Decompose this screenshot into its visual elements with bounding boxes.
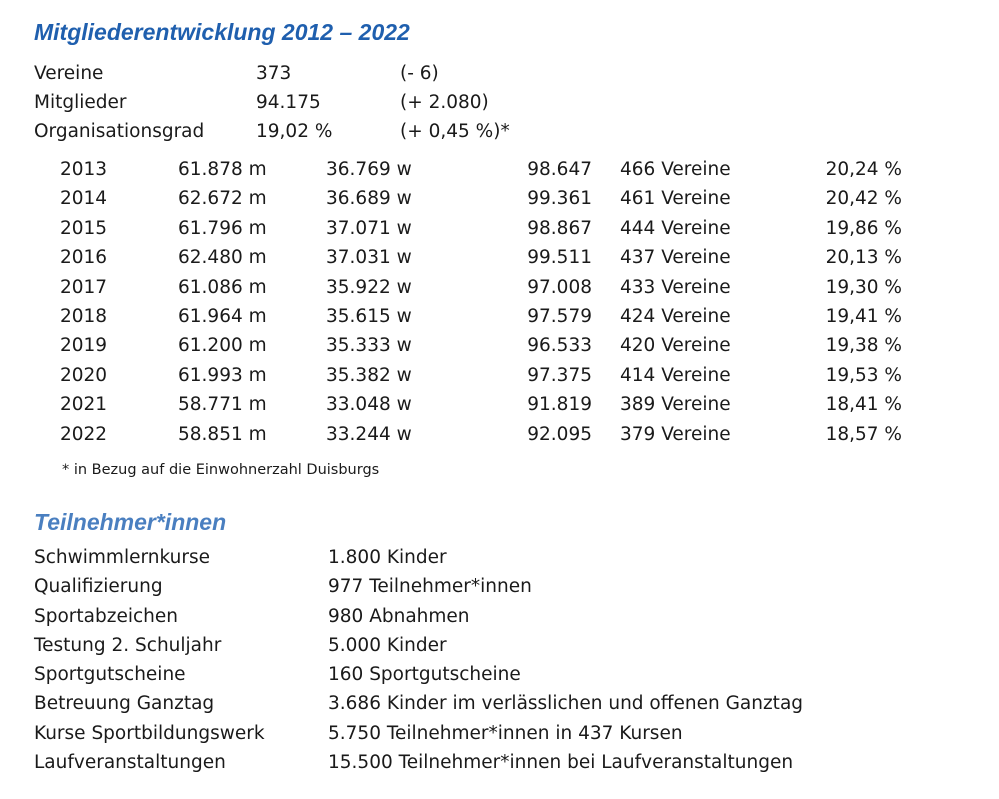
item-label: Kurse Sportbildungswerk: [34, 722, 265, 744]
footnote: * in Bezug auf die Einwohnerzahl Duisburgs: [62, 462, 380, 478]
percent-cell: 19,53 %: [825, 364, 902, 386]
male-cell: 61.964 m: [178, 305, 267, 327]
male-cell: 61.200 m: [178, 335, 267, 357]
percent-cell: 19,38 %: [825, 335, 902, 357]
female-cell: 35.382 w: [326, 364, 412, 386]
year-cell: 2020: [60, 364, 108, 386]
male-cell: 58.771 m: [178, 394, 267, 416]
female-cell: 36.689 w: [326, 188, 412, 210]
item-value: 15.500 Teilnehmer*innen bei Laufveranstaltungen: [328, 752, 794, 774]
page-title: Mitgliederentwicklung 2012 – 2022: [34, 19, 410, 45]
year-cell: 2014: [60, 188, 108, 210]
male-cell: 61.086 m: [178, 276, 267, 298]
percent-cell: 20,24 %: [825, 159, 902, 180]
total-cell: 96.533: [527, 335, 592, 357]
year-cell: 2016: [60, 247, 108, 269]
vereine-cell: 379 Vereine: [620, 423, 731, 445]
summary-value: 19,02 %: [256, 121, 333, 142]
total-cell: 98.647: [527, 159, 592, 180]
vereine-cell: 433 Vereine: [620, 276, 731, 298]
vereine-cell: 444 Vereine: [620, 217, 731, 239]
female-cell: 35.615 w: [326, 305, 412, 327]
total-cell: 98.867: [527, 217, 592, 239]
summary-label: Vereine: [34, 63, 104, 84]
male-cell: 58.851 m: [178, 423, 267, 445]
summary-value: 94.175: [256, 92, 321, 113]
male-cell: 61.878 m: [178, 159, 267, 180]
percent-cell: 20,42 %: [825, 188, 902, 210]
summary-value: 373: [256, 63, 292, 84]
vereine-cell: 461 Vereine: [620, 188, 731, 210]
total-cell: 92.095: [527, 423, 592, 445]
vereine-cell: 420 Vereine: [620, 335, 731, 357]
item-value: 5.750 Teilnehmer*innen in 437 Kursen: [328, 722, 683, 744]
item-value: 3.686 Kinder im verlässlichen und offenen Ganztag: [328, 693, 804, 715]
year-cell: 2015: [60, 217, 108, 239]
year-cell: 2017: [60, 276, 108, 298]
item-value: 980 Abnahmen: [328, 605, 470, 627]
item-value: 160 Sportgutscheine: [328, 664, 521, 686]
male-cell: 62.480 m: [178, 247, 267, 269]
female-cell: 36.769 w: [326, 159, 412, 180]
summary-label: Mitglieder: [34, 92, 127, 113]
total-cell: 97.579: [527, 305, 592, 327]
percent-cell: 19,86 %: [825, 217, 902, 239]
percent-cell: 18,41 %: [825, 394, 902, 416]
percent-cell: 19,41 %: [825, 305, 902, 327]
item-label: Testung 2. Schuljahr: [34, 634, 222, 656]
year-cell: 2013: [60, 159, 108, 180]
item-label: Betreuung Ganztag: [34, 693, 215, 715]
vereine-cell: 389 Vereine: [620, 394, 731, 416]
total-cell: 91.819: [527, 394, 592, 416]
year-cell: 2019: [60, 335, 108, 357]
item-label: Qualifizierung: [34, 576, 163, 598]
female-cell: 35.333 w: [326, 335, 412, 357]
vereine-cell: 437 Vereine: [620, 247, 731, 269]
summary-change: (+ 0,45 %)*: [400, 121, 510, 142]
item-label: Sportgutscheine: [34, 664, 186, 686]
female-cell: 33.048 w: [326, 394, 412, 416]
percent-cell: 19,30 %: [825, 276, 902, 298]
item-label: Laufveranstaltungen: [34, 752, 226, 774]
female-cell: 33.244 w: [326, 423, 412, 445]
summary-change: (- 6): [400, 63, 439, 84]
vereine-cell: 466 Vereine: [620, 159, 731, 180]
year-cell: 2021: [60, 394, 108, 416]
item-label: Sportabzeichen: [34, 605, 178, 627]
total-cell: 99.511: [527, 247, 592, 269]
year-cell: 2018: [60, 305, 108, 327]
female-cell: 37.031 w: [326, 247, 412, 269]
total-cell: 97.375: [527, 364, 592, 386]
section-title-teilnehmer: Teilnehmer*innen: [34, 509, 227, 535]
total-cell: 97.008: [527, 276, 592, 298]
vereine-cell: 424 Vereine: [620, 305, 731, 327]
year-cell: 2022: [60, 423, 108, 445]
total-cell: 99.361: [527, 188, 592, 210]
summary-label: Organisationsgrad: [34, 121, 205, 142]
female-cell: 35.922 w: [326, 276, 412, 298]
male-cell: 62.672 m: [178, 188, 267, 210]
vereine-cell: 414 Vereine: [620, 364, 731, 386]
percent-cell: 18,57 %: [825, 423, 902, 445]
item-label: Schwimmlernkurse: [34, 547, 210, 568]
male-cell: 61.796 m: [178, 217, 267, 239]
summary-change: (+ 2.080): [400, 92, 489, 113]
item-value: 1.800 Kinder: [328, 547, 447, 568]
item-value: 5.000 Kinder: [328, 634, 447, 656]
percent-cell: 20,13 %: [825, 247, 902, 269]
male-cell: 61.993 m: [178, 364, 267, 386]
female-cell: 37.071 w: [326, 217, 412, 239]
item-value: 977 Teilnehmer*innen: [328, 576, 532, 598]
